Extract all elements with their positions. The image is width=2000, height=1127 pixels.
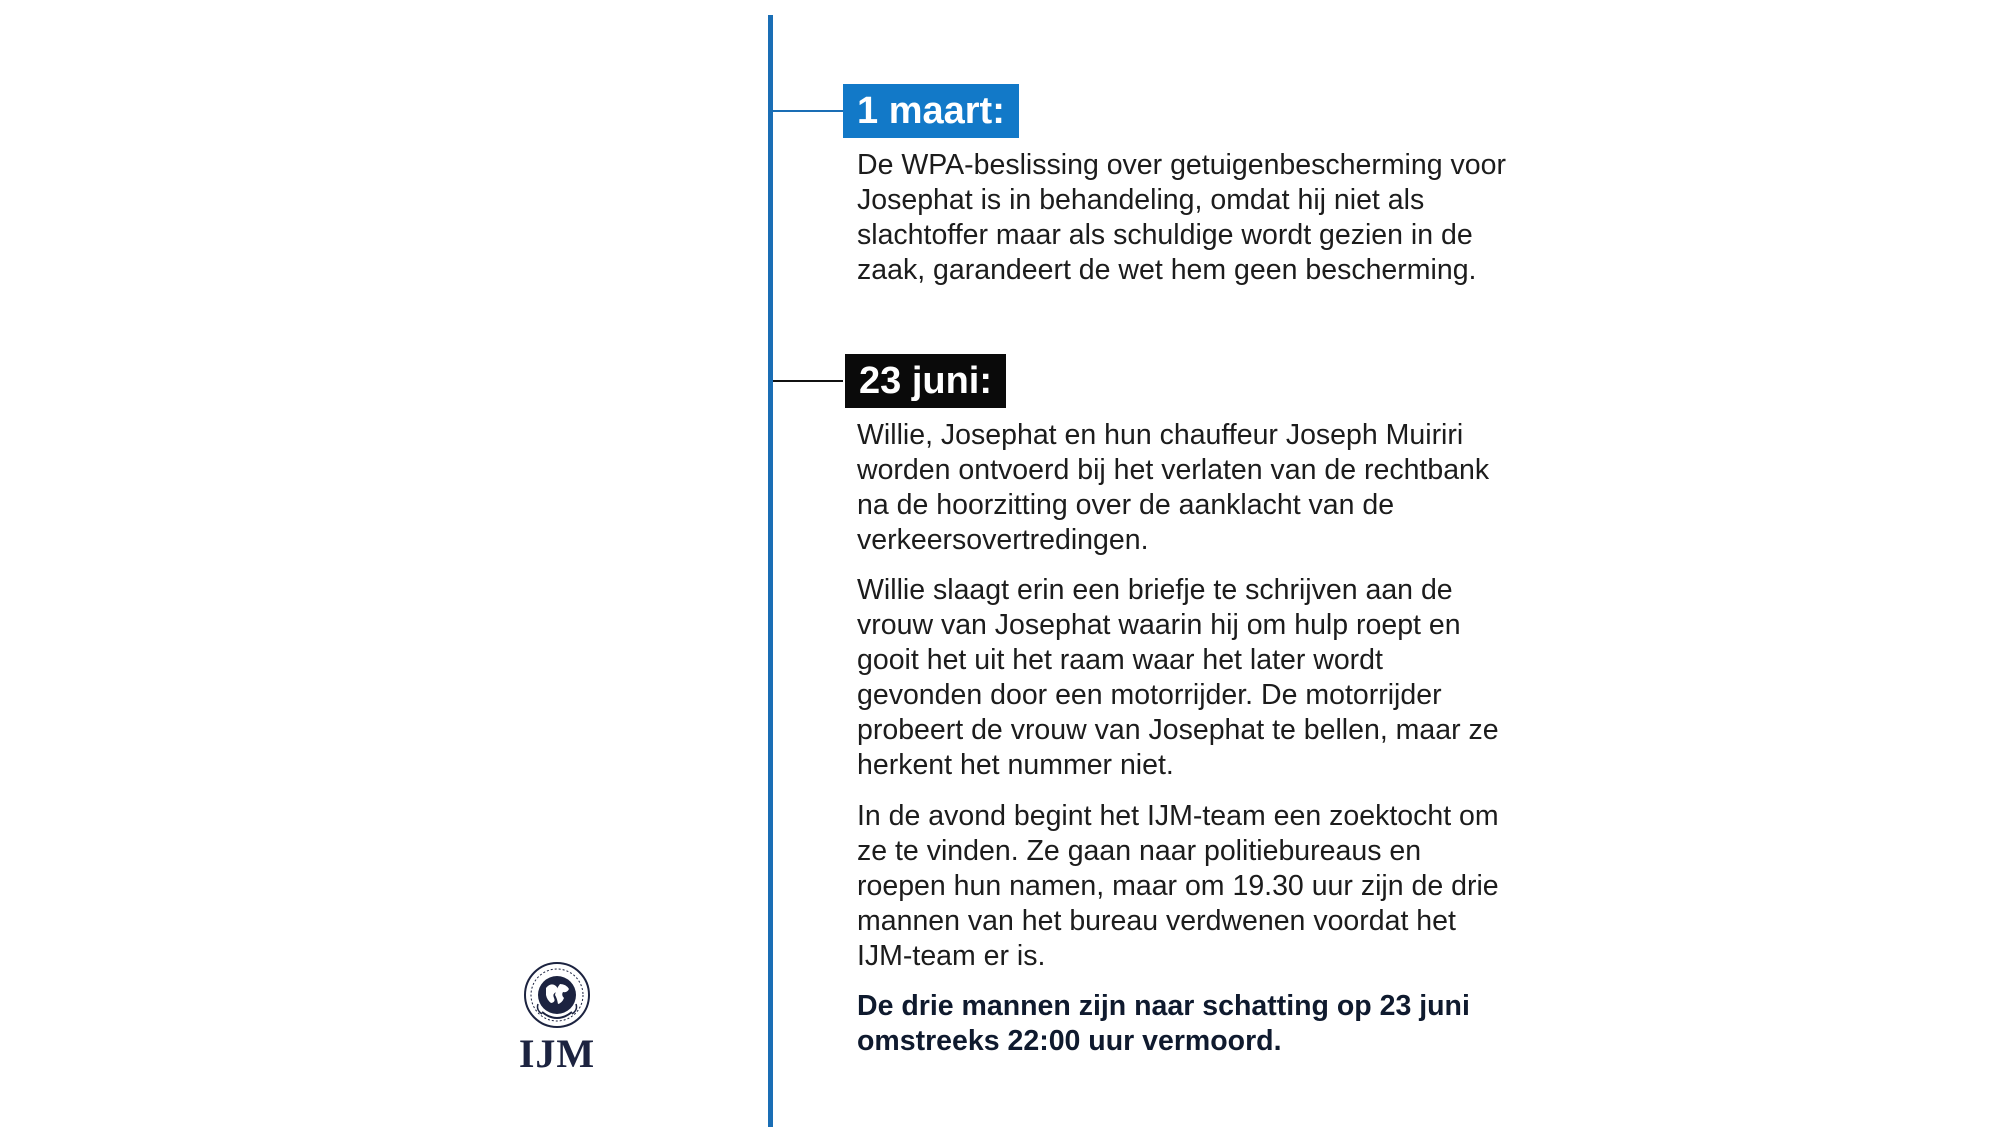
timeline-line [768, 15, 773, 1127]
entry-2-paragraph-2: Willie slaagt erin een briefje te schrijven aan de vrouw van Josephat waarin hij om hulp roept en gooit het uit het raam waar het later wordt gevonden door een motorrijder. De motorrijder probeert de vrouw van Josephat te bellen, maar ze herkent het nummer niet. [857, 574, 1499, 781]
timeline-connector-1 [773, 110, 843, 112]
entry-2-paragraph-3: In de avond begint het IJM-team een zoektocht om ze te vinden. Ze gaan naar politiebureaus en roepen hun namen, maar om 19.30 uur zijn de drie mannen van het bureau verdwenen voordat het IJM-team er is. [857, 800, 1499, 972]
globe-seal-icon [522, 960, 592, 1030]
logo-text: IJM [518, 1031, 596, 1076]
date-label-23-juni: 23 juni: [845, 354, 1006, 408]
entry-2-conclusion: De drie mannen zijn naar schatting op 23 juni omstreeks 22:00 uur vermoord. [857, 990, 1470, 1057]
timeline-connector-2 [773, 380, 843, 382]
entry-2-paragraph-1: Willie, Josephat en hun chauffeur Joseph Muiriri worden ontvoerd bij het verlaten van de rechtbank na de hoorzitting over de aanklacht van de verkeersovertredingen. [857, 419, 1490, 556]
entry-1-paragraph-1: De WPA-beslissing over getuigenbescherming voor Josephat is in behandeling, omdat hij niet als slachtoffer maar als schuldige wordt gezien in de zaak, garandeert de wet hem geen bescherming. [857, 149, 1506, 286]
ijm-logo [512, 960, 602, 1076]
date-label-1-maart: 1 maart: [843, 84, 1019, 138]
